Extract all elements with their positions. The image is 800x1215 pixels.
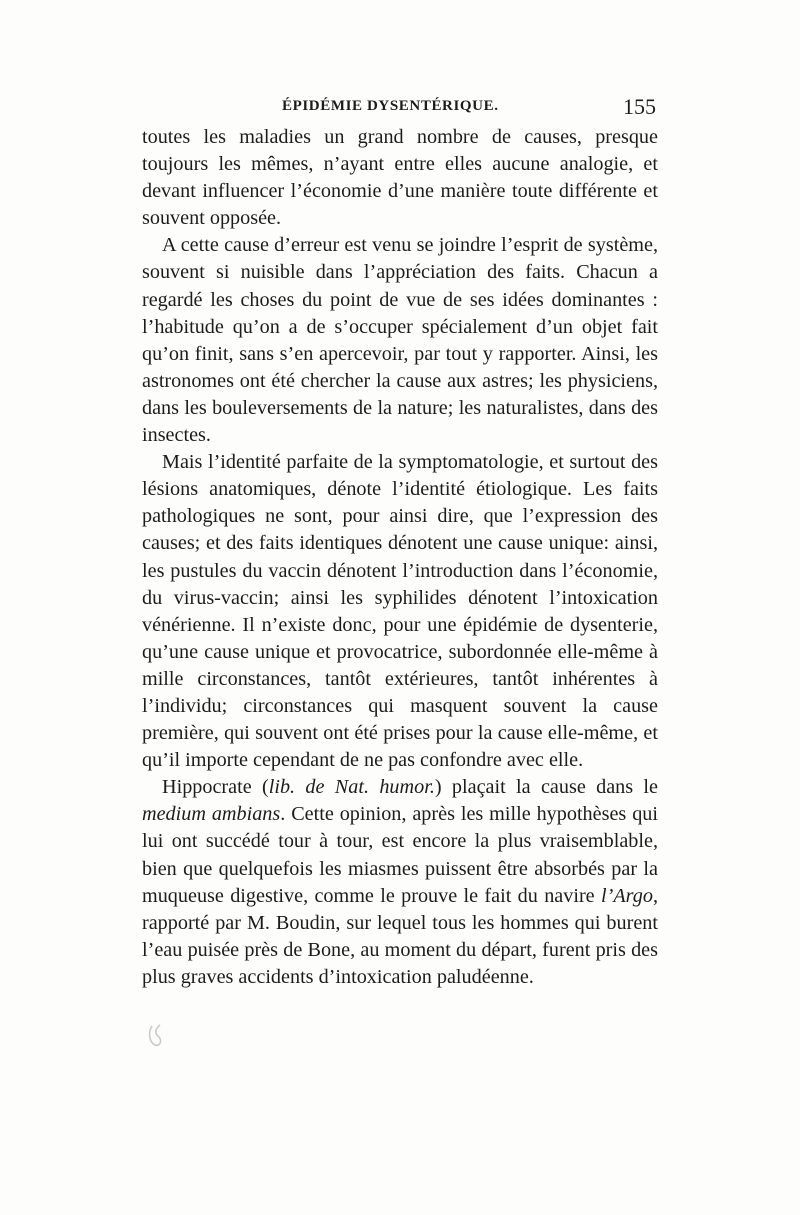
paragraph-4-text-c: . Cette opinion, après les mille hypothèses qui lui ont succédé tour à tour, est encore la plus vraisemblable, bien que quelquefois les miasmes puissent être absorbés par la muqueuse digestive, comme le prouve le fait du navire	[142, 803, 658, 907]
paragraph-2: A cette cause d’erreur est venu se joindre l’esprit de système, souvent si nuisible dans l’appréciation des faits. Chacun a regardé les choses du point de vue de ses idées dominantes : l’habitude qu’on a de s’occuper spécialement d’un objet fait qu’on finit, sans s’en apercevoir, par tout y rapporter. Ainsi, les astronomes ont été chercher la cause aux astres; les physiciens, dans les bouleversements de la nature; les naturalistes, dans des insectes.	[142, 234, 658, 447]
paragraph-3: Mais l’identité parfaite de la symptomatologie, et surtout des lésions anatomiques, dénote l’identité étiologique. Les faits pathologiques ne sont, pour ainsi dire, que l’expression des causes; et des faits identiques dénotent une cause unique: ainsi, les pustules du vaccin dénotent l’introduction dans l’économie, du virus-vaccin; ainsi les syphilides dénotent l’intoxication vénérienne. Il n’existe donc, pour une épidémie de dysenterie, qu’une cause unique et provocatrice, subordonnée elle-même à mille circonstances, tantôt extérieures, tantôt inhérentes à l’individu; circonstances qui masquent souvent la cause première, qui souvent ont été prises pour la cause elle-même, et qu’il importe cependant de ne pas confondre avec elle.	[142, 451, 658, 772]
body-text	[142, 124, 658, 991]
paragraph-4	[142, 774, 658, 991]
page-number: 155	[623, 94, 656, 119]
paragraph-4-text-d: , rapporté par M. Boudin, sur lequel tous les hommes qui burent l’eau puisée près de Bone, au moment du départ, furent pris des plus graves accidents d’intoxication paludéenne.	[142, 884, 658, 988]
latin-term-italic: medium ambians	[142, 803, 281, 826]
paragraph-1: toutes les maladies un grand nombre de causes, presque toujours les mêmes, n’ayant entre elles aucune analogie, et devant influencer l’économie d’une manière toute différente et souvent opposée.	[142, 126, 658, 230]
running-head	[142, 94, 658, 120]
citation-italic: lib. de Nat. humor.	[268, 776, 435, 799]
ship-name-italic: l’Argo	[600, 884, 653, 907]
running-title: ÉPIDÉMIE DYSENTÉRIQUE.	[282, 98, 499, 114]
ink-smudge-mark	[146, 1022, 168, 1048]
paragraph-4-text-b: ) plaçait la cause dans le	[434, 776, 659, 799]
paragraph-4-text-a: Hippocrate (	[162, 776, 269, 799]
